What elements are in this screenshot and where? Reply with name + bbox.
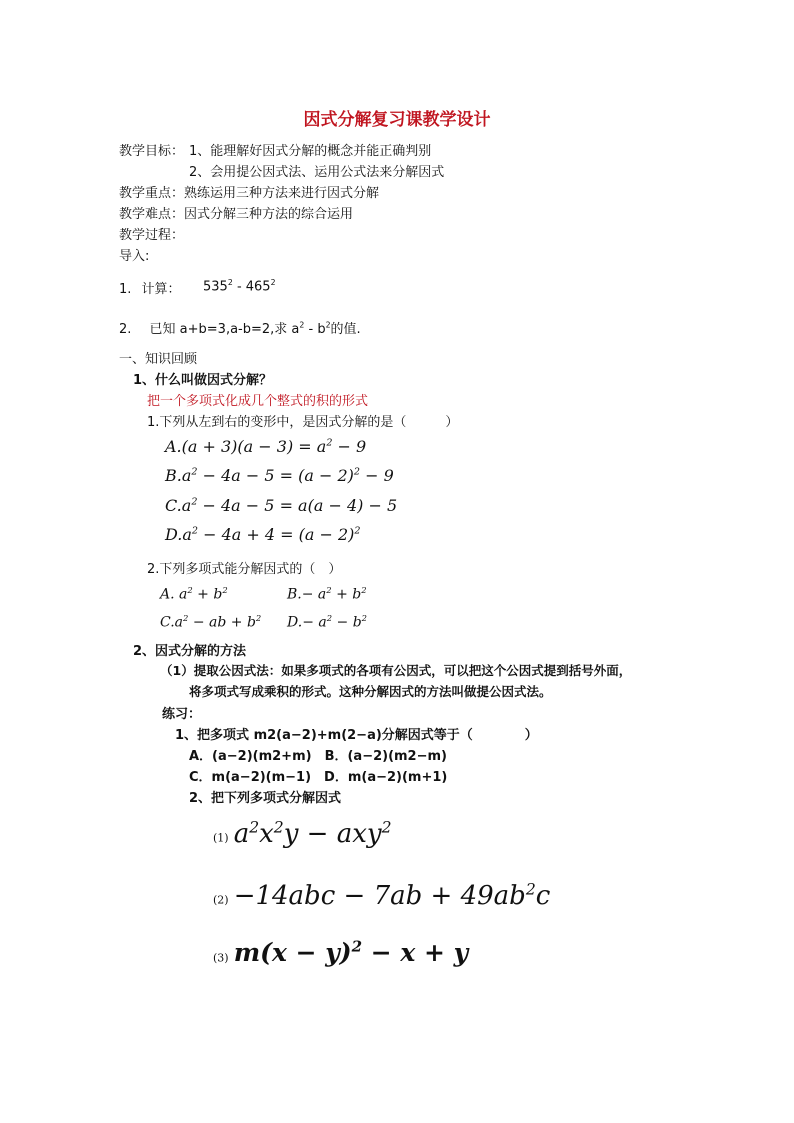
exponent: 2 [299, 320, 305, 330]
option-label: D. [165, 525, 183, 544]
exponent: 2 [227, 278, 233, 287]
practice-2-question: 2、把下列多项式分解因式 [189, 791, 342, 806]
exercise-2-option-d [287, 613, 367, 631]
exponent: 2 [353, 466, 361, 478]
question-2-text: - b [308, 322, 326, 337]
item-expr: a [233, 818, 250, 849]
difficulty: 教学难点：因式分解三种方法的综合运用 [119, 207, 354, 222]
exponent: 2 [351, 938, 363, 956]
option-expr: a [174, 614, 184, 631]
exercise-1-option-a [165, 437, 366, 456]
option-label: A. [160, 586, 175, 603]
option-label: D. [287, 614, 303, 631]
objective-1: 1、能理解好因式分解的概念并能正确判别 [189, 144, 432, 159]
what-is-heading: 1、什么叫做因式分解？ [133, 373, 273, 388]
question-1 [119, 278, 181, 297]
exponent: 2 [325, 320, 331, 330]
item-expr: −14abc − 7ab + 49ab [233, 880, 526, 911]
exponent: 2 [361, 613, 367, 623]
option-expr: + b [331, 586, 362, 603]
question-1-expression [203, 278, 276, 294]
exponent: 2 [361, 585, 367, 595]
option-label: B. [165, 466, 182, 485]
question-1-label: 计算： [141, 282, 181, 297]
exercise-2-option-b [287, 585, 367, 603]
factor-item-3 [213, 938, 468, 967]
method-1-line-1: （1）提取公因式法：如果多项式的各项有公因式，可以把这个公因式提到括号外面， [160, 663, 632, 678]
practice-label: 练习： [162, 707, 202, 722]
exponent: 2 [222, 585, 228, 595]
item-expr: x [259, 818, 274, 849]
question-1-number: 1. [119, 282, 132, 297]
option-expr: − 4a − 5 = a(a − 4) − 5 [197, 496, 398, 515]
exponent: 2 [191, 525, 198, 537]
process-label: 教学过程： [119, 228, 185, 243]
objective-2: 2、会用提公因式法、运用公式法来分解因式 [189, 165, 445, 180]
exponent: 2 [187, 585, 193, 595]
exponent: 2 [270, 278, 276, 287]
key-point: 教学重点：熟练运用三种方法来进行因式分解 [119, 186, 380, 201]
option-expr: − a [302, 614, 327, 631]
exercise-2-option-c [160, 613, 261, 631]
exponent: 2 [255, 613, 262, 623]
factor-item-1 [213, 818, 392, 849]
question-2-text: 的值. [330, 322, 361, 337]
question-2-number: 2. [119, 322, 132, 337]
option-label: C. [160, 614, 175, 631]
exponent: 2 [183, 613, 189, 623]
option-expr: a [179, 586, 188, 603]
option-expr: − b [332, 614, 362, 631]
option-label: A. [165, 437, 182, 456]
option-expr: a [181, 466, 192, 485]
objectives-label: 教学目标： [119, 144, 185, 159]
item-expr: − x + y [362, 938, 469, 968]
exercise-1-question: 1.下列从左到右的变形中，是因式分解的是（ ） [147, 415, 459, 430]
expr-part: - 465 [236, 279, 271, 295]
exercise-2-option-a [160, 585, 228, 603]
exercise-1-option-c [165, 496, 397, 515]
exponent: 2 [326, 437, 333, 449]
option-expr: a [182, 525, 192, 544]
option-expr: − ab + b [188, 614, 256, 631]
exponent: 2 [191, 496, 198, 508]
item-label: (3) [213, 951, 229, 965]
question-2-text: 已知 a+b=3,a-b=2,求 a [149, 322, 300, 337]
method-1-line-2: 将多项式写成乘积的形式。这种分解因式的方法叫做提公因式法。 [189, 684, 552, 699]
option-expr: − 4a + 4 = (a − 2) [198, 525, 355, 544]
exercise-1-option-b [165, 466, 394, 485]
exponent: 2 [326, 585, 332, 595]
option-label: C. [165, 496, 182, 515]
item-expr: y − axy [283, 818, 382, 849]
item-label: (1) [213, 831, 229, 845]
practice-1-question: 1、把多项式 m2(a−2)+m(2−a)分解因式等于（ ） [175, 728, 538, 743]
expr-part: 535 [203, 279, 228, 295]
option-label: B. [287, 586, 302, 603]
exercise-1-option-d [165, 525, 361, 544]
exponent: 2 [326, 613, 333, 623]
option-expr: a [181, 496, 192, 515]
option-expr: − 9 [360, 466, 394, 485]
exponent: 2 [381, 818, 392, 836]
item-label: (2) [213, 893, 229, 907]
item-expr: m(x − y) [233, 938, 352, 968]
exponent: 2 [191, 466, 198, 478]
question-2 [119, 318, 361, 337]
exponent: 2 [249, 818, 260, 836]
intro-label: 导入: [119, 249, 150, 264]
item-expr: c [535, 880, 551, 911]
option-expr: − a [301, 586, 327, 603]
section-knowledge-review: 一、知识回顾 [119, 352, 198, 367]
exponent: 2 [354, 525, 361, 537]
page-title: 因式分解复习课教学设计 [303, 110, 491, 130]
practice-1-options-ab: A．(a−2)(m2+m) B．(a−2)(m2−m) [189, 749, 447, 764]
option-expr: (a + 3)(a − 3) = a [181, 437, 327, 456]
option-expr: − 9 [332, 437, 367, 456]
methods-heading: 2、因式分解的方法 [133, 644, 247, 659]
option-expr: − 4a − 5 = (a − 2) [197, 466, 354, 485]
definition-text: 把一个多项式化成几个整式的积的形式 [147, 394, 369, 409]
practice-1-options-cd: C．m(a−2)(m−1) D．m(a−2)(m+1) [189, 770, 448, 785]
option-expr: + b [192, 586, 223, 603]
exponent: 2 [525, 880, 536, 898]
exercise-2-question: 2.下列多项式能分解因式的（ ） [147, 562, 342, 577]
factor-item-2 [213, 880, 550, 911]
exponent: 2 [273, 818, 284, 836]
